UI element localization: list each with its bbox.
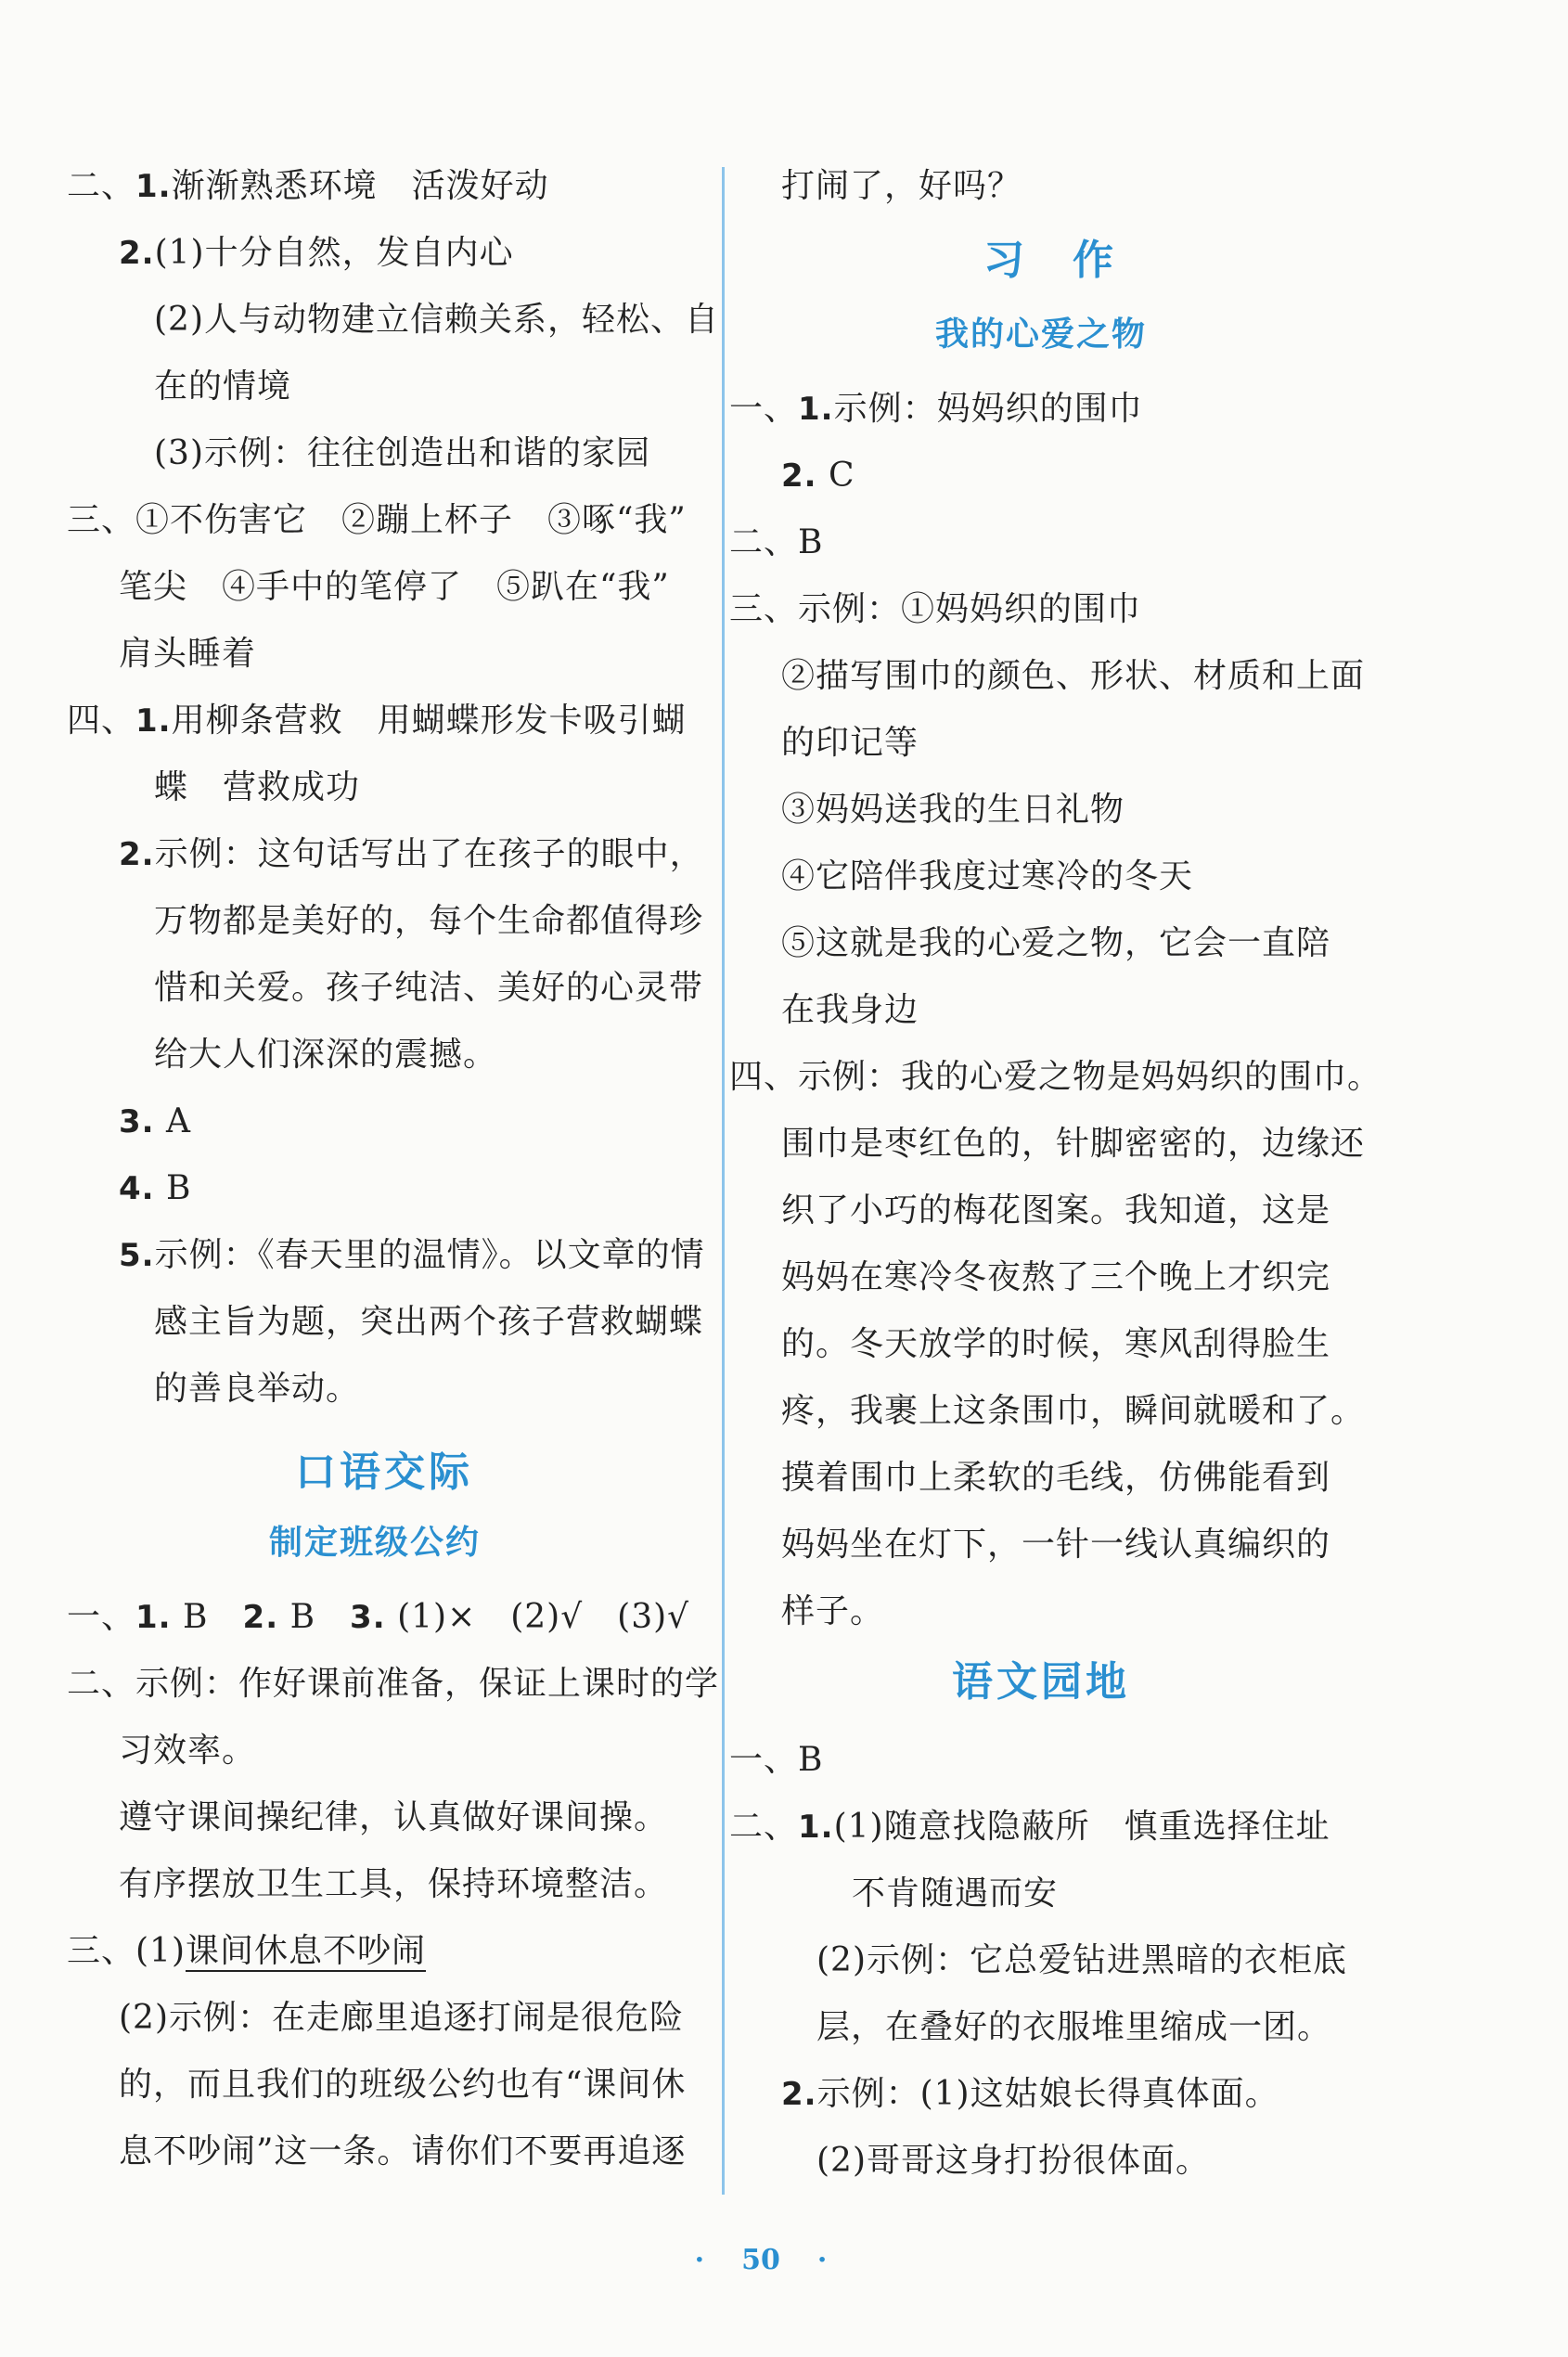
answer-line: 一、B xyxy=(729,1741,824,1779)
answer-line: 遵守课间操纪律，认真做好课间操。 xyxy=(119,1798,669,1836)
answer-line: 给大人们深深的震撼。 xyxy=(154,1036,498,1074)
answer-line: 二、B xyxy=(729,523,824,561)
section-heading-garden: 语文园地 xyxy=(952,1658,1130,1706)
answer-line: 笔尖 ④手中的笔停了 ⑤趴在“我” xyxy=(119,568,670,606)
answer-line: 三、示例：①妈妈织的围巾 xyxy=(729,590,1142,628)
answer-line: 妈妈坐在灯下，一针一线认真编织的 xyxy=(781,1526,1331,1564)
dot-icon: · xyxy=(694,2244,705,2276)
column-divider xyxy=(722,167,725,2195)
answer-line: 蝶 营救成功 xyxy=(154,768,361,806)
answer-line: 四、1.用柳条营救 用蝴蝶形发卡吸引蝴 xyxy=(67,702,687,740)
answer-line: 二、1.渐渐熟悉环境 活泼好动 xyxy=(67,167,549,205)
answer-line: 在的情境 xyxy=(154,367,292,406)
answer-line: 2.(1)十分自然，发自内心 xyxy=(119,234,514,272)
answer-line: ②描写围巾的颜色、形状、材质和上面 xyxy=(781,657,1366,695)
underlined-answer: 课间休息不吵闹 xyxy=(186,1932,427,1970)
answer-line: 2. C xyxy=(781,457,855,495)
answer-line: 摸着围巾上柔软的毛线，仿佛能看到 xyxy=(781,1459,1331,1497)
answer-line: 感主旨为题，突出两个孩子营救蝴蝶 xyxy=(154,1303,704,1341)
answer-line: 在我身边 xyxy=(781,991,919,1029)
answer-line: 万物都是美好的，每个生命都值得珍 xyxy=(154,902,704,940)
answer-line: (2)示例：它总爱钻进黑暗的衣柜底 xyxy=(816,1941,1347,1979)
answer-line: 惜和关爱。孩子纯洁、美好的心灵带 xyxy=(154,969,704,1007)
answer-line: 2.示例：(1)这姑娘长得真体面。 xyxy=(781,2075,1279,2113)
answer-line: 一、1. B 2. B 3. (1)× (2)√ (3)√ xyxy=(67,1598,690,1636)
answer-line: 一、1.示例：妈妈织的围巾 xyxy=(729,390,1143,428)
dot-icon: · xyxy=(816,2244,828,2276)
answer-line: 层，在叠好的衣服堆里缩成一团。 xyxy=(816,2008,1332,2046)
answer-line: 不肯随遇而安 xyxy=(852,1874,1059,1913)
answer-line: 5.示例：《春天里的温情》。以文章的情 xyxy=(119,1236,705,1274)
answer-line: 三、(1)课间休息不吵闹 xyxy=(67,1932,427,1970)
answer-line: 4. B xyxy=(119,1169,192,1207)
answer-line: 四、示例：我的心爱之物是妈妈织的围巾。 xyxy=(729,1058,1382,1096)
page-number: · 50 · xyxy=(694,2244,828,2276)
answer-line: 围巾是枣红色的，针脚密密的，边缘还 xyxy=(781,1125,1366,1163)
answer-line: (2)示例：在走廊里追逐打闹是很危险 xyxy=(119,1999,684,2037)
answer-line: 3. A xyxy=(119,1102,192,1140)
answer-line: 息不吵闹”这一条。请你们不要再追逐 xyxy=(119,2132,687,2170)
answer-line: 样子。 xyxy=(781,1592,885,1630)
answer-line: 三、①不伤害它 ②蹦上杯子 ③啄“我” xyxy=(67,501,687,539)
answer-line: 2.示例：这句话写出了在孩子的眼中， xyxy=(119,835,704,873)
answer-line: 打闹了，好吗？ xyxy=(781,167,1022,205)
answer-line: (3)示例：往往创造出和谐的家园 xyxy=(154,434,650,472)
answer-line: (2)人与动物建立信赖关系，轻松、自 xyxy=(154,301,719,339)
answer-line: 习效率。 xyxy=(119,1732,257,1770)
answer-line: 的。冬天放学的时候，寒风刮得脸生 xyxy=(781,1325,1331,1363)
answer-line: 织了小巧的梅花图案。我知道，这是 xyxy=(781,1191,1331,1230)
answer-line: 妈妈在寒冷冬夜熬了三个晚上才织完 xyxy=(781,1258,1331,1296)
subheading-writing: 我的心爱之物 xyxy=(935,316,1148,354)
answer-line: 肩头睡着 xyxy=(119,635,257,673)
answer-line: 有序摆放卫生工具，保持环境整洁。 xyxy=(119,1865,669,1903)
answer-line: ④它陪伴我度过寒冷的冬天 xyxy=(781,857,1194,895)
answer-line: (2)哥哥这身打扮很体面。 xyxy=(816,2142,1210,2180)
section-heading-writing: 习 作 xyxy=(983,237,1117,284)
answer-line: ③妈妈送我的生日礼物 xyxy=(781,791,1125,829)
answer-line: 二、1.(1)随意找隐蔽所 慎重选择住址 xyxy=(729,1808,1330,1846)
answer-line: 二、示例：作好课前准备，保证上课时的学 xyxy=(67,1665,720,1703)
answer-line: 的印记等 xyxy=(781,724,919,762)
answer-line: 疼，我裹上这条围巾，瞬间就暖和了。 xyxy=(781,1392,1366,1430)
answer-line: ⑤这就是我的心爱之物，它会一直陪 xyxy=(781,924,1331,962)
section-heading-oral: 口语交际 xyxy=(295,1449,473,1496)
answer-line: 的，而且我们的班级公约也有“课间休 xyxy=(119,2066,687,2104)
subheading-oral: 制定班级公约 xyxy=(269,1524,482,1562)
answer-line: 的善良举动。 xyxy=(154,1370,361,1408)
